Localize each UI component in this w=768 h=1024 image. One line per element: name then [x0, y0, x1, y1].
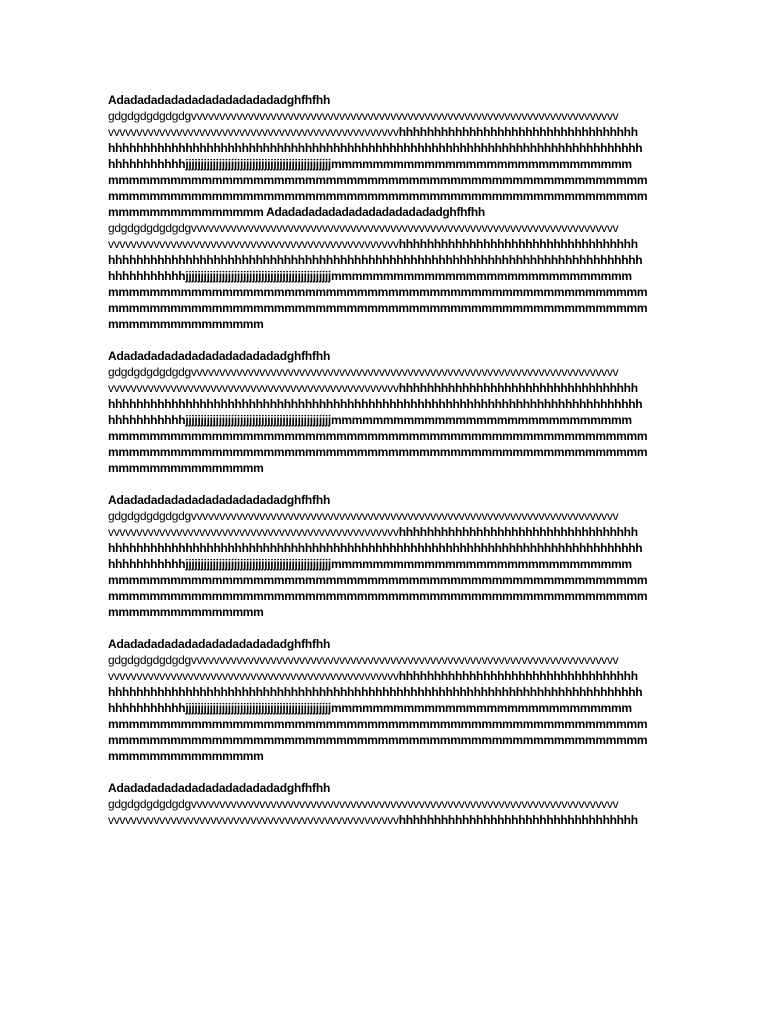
text-span-bold: mmmmmmmmmmmmmmmmmmmmmmmmmmmmmmmmmmmmmmmmmmmmmmmmmmmm [108, 285, 648, 299]
text-line [108, 124, 660, 140]
text-line [108, 604, 660, 620]
text-line [108, 556, 660, 572]
text-line [108, 284, 660, 300]
text-line [108, 220, 660, 236]
paragraph-heading: Adadadadadadadadadadadadadghfhfhh [108, 781, 331, 795]
text-span-bold: hhhhhhhhhhhhhhhhhhhhhhhhhhhhhhhhhh [398, 125, 638, 139]
text-span-bold: hhhhhhhhhhhjjjjjjjjjjjjjjjjjjjjjjjjjjjjjjjjjjjjjjjjjjjjjjjjmmmmmmmmmmmmmmmmmmmmmmmmmmmmm [108, 413, 632, 427]
text-line [108, 108, 660, 124]
text-line [108, 396, 660, 412]
text-span-bold: mmmmmmmmmmmmmmm Adadadadadadadadadadadadadghfhfhh [108, 205, 485, 219]
text-line [108, 700, 660, 716]
paragraph-block [108, 780, 660, 828]
text-span-normal: gdgdgdgdgdgdg [108, 365, 191, 379]
paragraph-heading: Adadadadadadadadadadadadadghfhfhh [108, 637, 331, 651]
text-line [108, 300, 660, 316]
text-span-bold: hhhhhhhhhhhhhhhhhhhhhhhhhhhhhhhhhhhhhhhhhhhhhhhhhhhhhhhhhhhhhhhhhhhhhhhhhhhh [108, 253, 643, 267]
paragraph-gap [108, 332, 660, 348]
paragraph-gap [108, 620, 660, 636]
paragraph-gap [108, 476, 660, 492]
text-span-bold: mmmmmmmmmmmmmmmmmmmmmmmmmmmmmmmmmmmmmmmmmmmmmmmmmmmm [108, 589, 648, 603]
text-line [108, 188, 660, 204]
text-span-bold: hhhhhhhhhhhjjjjjjjjjjjjjjjjjjjjjjjjjjjjjjjjjjjjjjjjjjjjjjjjmmmmmmmmmmmmmmmmmmmmmmmmmmmmm [108, 557, 632, 571]
text-span-normal: gdgdgdgdgdgdg [108, 109, 191, 123]
text-span-normal: vvvvvvvvvvvvvvvvvvvvvvvvvvvvvvvvvvvvvvvvvvvvvvvvvvv [108, 381, 399, 395]
text-span-normal: gdgdgdgdgdgdg [108, 509, 191, 523]
paragraph-block [108, 92, 660, 220]
text-span-bold: hhhhhhhhhhhjjjjjjjjjjjjjjjjjjjjjjjjjjjjjjjjjjjjjjjjjjjjjjjjmmmmmmmmmmmmmmmmmmmmmmmmmmmmm [108, 157, 632, 171]
text-span-bold: hhhhhhhhhhhhhhhhhhhhhhhhhhhhhhhhhhhhhhhhhhhhhhhhhhhhhhhhhhhhhhhhhhhhhhhhhhhh [108, 685, 643, 699]
text-span-bold: hhhhhhhhhhhhhhhhhhhhhhhhhhhhhhhhhh [398, 237, 638, 251]
text-span-bold: hhhhhhhhhhhhhhhhhhhhhhhhhhhhhhhhhhhhhhhhhhhhhhhhhhhhhhhhhhhhhhhhhhhhhhhhhhhh [108, 541, 643, 555]
document-page [108, 92, 660, 828]
paragraph-gap [108, 764, 660, 780]
text-span-bold: mmmmmmmmmmmmmmm [108, 317, 264, 331]
text-span-bold: mmmmmmmmmmmmmmmmmmmmmmmmmmmmmmmmmmmmmmmmmmmmmmmmmmmm [108, 189, 648, 203]
paragraph-heading: Adadadadadadadadadadadadadghfhfhh [108, 493, 331, 507]
text-span-bold: hhhhhhhhhhhhhhhhhhhhhhhhhhhhhhhhhh [398, 381, 638, 395]
text-span-bold: mmmmmmmmmmmmmmm [108, 605, 264, 619]
text-span-bold: mmmmmmmmmmmmmmmmmmmmmmmmmmmmmmmmmmmmmmmmmmmmmmmmmmmm [108, 733, 648, 747]
text-span-normal: vvvvvvvvvvvvvvvvvvvvvvvvvvvvvvvvvvvvvvvvvvvvvvvvvvv [108, 237, 399, 251]
text-span-bold: hhhhhhhhhhhjjjjjjjjjjjjjjjjjjjjjjjjjjjjjjjjjjjjjjjjjjjjjjjjmmmmmmmmmmmmmmmmmmmmmmmmmmmmm [108, 269, 632, 283]
text-span-bold: hhhhhhhhhhhhhhhhhhhhhhhhhhhhhhhhhh [398, 813, 638, 827]
paragraph-block [108, 220, 660, 332]
text-span-bold: mmmmmmmmmmmmmmmmmmmmmmmmmmmmmmmmmmmmmmmmmmmmmmmmmmmm [108, 301, 648, 315]
text-span-normal: gdgdgdgdgdgdg [108, 797, 191, 811]
text-line [108, 684, 660, 700]
text-line [108, 572, 660, 588]
text-span-normal: gdgdgdgdgdgdg [108, 221, 191, 235]
text-span-bold: mmmmmmmmmmmmmmmmmmmmmmmmmmmmmmmmmmmmmmmmmmmmmmmmmmmm [108, 573, 648, 587]
text-line [108, 668, 660, 684]
text-span-bold: hhhhhhhhhhhhhhhhhhhhhhhhhhhhhhhhhhhhhhhhhhhhhhhhhhhhhhhhhhhhhhhhhhhhhhhhhhhh [108, 141, 643, 155]
text-span-bold: hhhhhhhhhhhjjjjjjjjjjjjjjjjjjjjjjjjjjjjjjjjjjjjjjjjjjjjjjjjmmmmmmmmmmmmmmmmmmmmmmmmmmmmm [108, 701, 632, 715]
paragraph-heading: Adadadadadadadadadadadadadghfhfhh [108, 349, 331, 363]
text-span-bold: mmmmmmmmmmmmmmm [108, 461, 264, 475]
text-span-bold: mmmmmmmmmmmmmmmmmmmmmmmmmmmmmmmmmmmmmmmmmmmmmmmmmmmm [108, 717, 648, 731]
text-span-bold: mmmmmmmmmmmmmmmmmmmmmmmmmmmmmmmmmmmmmmmmmmmmmmmmmmmm [108, 173, 648, 187]
text-span-normal: vvvvvvvvvvvvvvvvvvvvvvvvvvvvvvvvvvvvvvvvvvvvvvvvvvvvvvvvvvvvvvvvvvvvvvvvvvv [190, 365, 619, 379]
text-span-normal: vvvvvvvvvvvvvvvvvvvvvvvvvvvvvvvvvvvvvvvvvvvvvvvvvvv [108, 813, 399, 827]
text-line [108, 172, 660, 188]
text-line [108, 748, 660, 764]
text-span-normal: vvvvvvvvvvvvvvvvvvvvvvvvvvvvvvvvvvvvvvvvvvvvvvvvvvvvvvvvvvvvvvvvvvvvvvvvvvv [190, 221, 619, 235]
paragraph-block [108, 636, 660, 764]
text-span-normal: vvvvvvvvvvvvvvvvvvvvvvvvvvvvvvvvvvvvvvvvvvvvvvvvvvvvvvvvvvvvvvvvvvvvvvvvvvv [190, 109, 619, 123]
text-line [108, 716, 660, 732]
text-line [108, 796, 660, 812]
text-span-normal: vvvvvvvvvvvvvvvvvvvvvvvvvvvvvvvvvvvvvvvvvvvvvvvvvvvvvvvvvvvvvvvvvvvvvvvvvvv [190, 797, 619, 811]
text-line [108, 444, 660, 460]
text-span-normal: vvvvvvvvvvvvvvvvvvvvvvvvvvvvvvvvvvvvvvvvvvvvvvvvvvv [108, 525, 399, 539]
text-line [108, 252, 660, 268]
text-span-bold: mmmmmmmmmmmmmmmmmmmmmmmmmmmmmmmmmmmmmmmmmmmmmmmmmmmm [108, 445, 648, 459]
text-line [108, 236, 660, 252]
text-line [108, 540, 660, 556]
text-span-bold: mmmmmmmmmmmmmmmmmmmmmmmmmmmmmmmmmmmmmmmmmmmmmmmmmmmm [108, 429, 648, 443]
text-span-normal: vvvvvvvvvvvvvvvvvvvvvvvvvvvvvvvvvvvvvvvvvvvvvvvvvvvvvvvvvvvvvvvvvvvvvvvvvvv [190, 653, 619, 667]
text-span-bold: mmmmmmmmmmmmmmm [108, 749, 264, 763]
text-line [108, 140, 660, 156]
text-line [108, 732, 660, 748]
text-line [108, 380, 660, 396]
text-line [108, 652, 660, 668]
text-line [108, 812, 660, 828]
text-line [108, 156, 660, 172]
text-span-normal: vvvvvvvvvvvvvvvvvvvvvvvvvvvvvvvvvvvvvvvvvvvvvvvvvvvvvvvvvvvvvvvvvvvvvvvvvvv [190, 509, 619, 523]
text-span-normal: vvvvvvvvvvvvvvvvvvvvvvvvvvvvvvvvvvvvvvvvvvvvvvvvvvv [108, 669, 399, 683]
paragraph-block [108, 348, 660, 476]
text-span-bold: hhhhhhhhhhhhhhhhhhhhhhhhhhhhhhhhhh [398, 525, 638, 539]
text-line [108, 204, 660, 220]
text-line [108, 364, 660, 380]
text-line [108, 508, 660, 524]
text-line [108, 412, 660, 428]
text-line [108, 268, 660, 284]
text-line [108, 428, 660, 444]
paragraph-heading: Adadadadadadadadadadadadadghfhfhh [108, 93, 331, 107]
text-line [108, 588, 660, 604]
text-line [108, 524, 660, 540]
text-line [108, 460, 660, 476]
text-span-bold: hhhhhhhhhhhhhhhhhhhhhhhhhhhhhhhhhhhhhhhhhhhhhhhhhhhhhhhhhhhhhhhhhhhhhhhhhhhh [108, 397, 643, 411]
text-line [108, 316, 660, 332]
text-span-normal: gdgdgdgdgdgdg [108, 653, 191, 667]
paragraph-block [108, 492, 660, 620]
text-span-normal: vvvvvvvvvvvvvvvvvvvvvvvvvvvvvvvvvvvvvvvvvvvvvvvvvvv [108, 125, 399, 139]
text-span-bold: hhhhhhhhhhhhhhhhhhhhhhhhhhhhhhhhhh [398, 669, 638, 683]
